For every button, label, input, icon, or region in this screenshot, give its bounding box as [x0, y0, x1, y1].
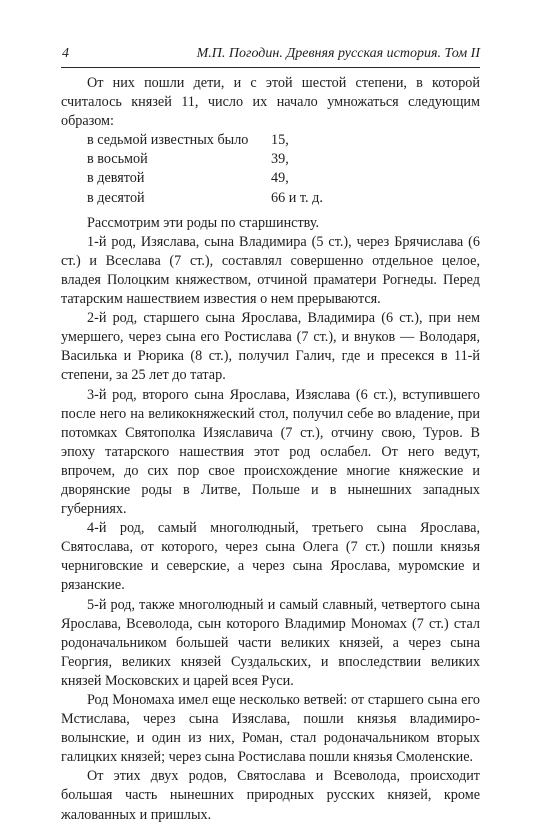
count-value: 15, — [271, 132, 289, 149]
count-row — [87, 150, 480, 169]
count-value: 49, — [271, 170, 289, 187]
paragraph: 3-й род, второго сына Ярослава, Изяслава (6 ст.), вступившего после него на великокняжеский стол, получил себе во владение, при потомках Святополка Изяславича (7 ст.), отчину свою, Туров. В эпоху татарского нашествия этот род ослабел. От него ведут, впрочем, до сих пор свое происхождение многие княжеские и дворянские роды в Литве, Польше и в нынешних западных губерниях. — [61, 386, 480, 518]
page-number: 4 — [62, 46, 69, 61]
count-label: в десятой — [87, 189, 145, 206]
paragraph: Рассмотрим эти роды по старшинству. — [87, 214, 320, 231]
count-row — [87, 169, 480, 188]
intro-paragraph: От них пошли дети, и с этой шестой степени, в которой считалось князей 11, число их начало умножаться следующим образом: — [61, 75, 480, 130]
paragraph: 4-й род, самый многолюдный, третьего сына Ярослава, Святослава, от которого, через сына Олега (7 ст.) пошли князья черниговские и северские, а через сына Ярослава, муромские и рязанские. — [61, 520, 480, 594]
paragraph: От этих двух родов, Святослава и Всеволода, происходит большая часть нынешних природных русских князей, кроме жалованных и пришлых. — [61, 768, 480, 823]
paragraph: 2-й род, старшего сына Ярослава, Владимира (6 ст.), при нем умершего, через сына его Ростислава (7 ст.), и внуков — Володаря, Василька и Рюрика (8 ст.), получил Галич, где и пресекся в 11-й степени, за 25 лет до татар. — [61, 310, 480, 384]
book-page — [61, 46, 480, 825]
count-row — [87, 189, 480, 208]
paragraph: Род Мономаха имел еще несколько ветвей: от старшего сына его Мстислава, через сына Изяслава, пошли князья владимиро-волынские, и один из них, Роман, стал родоначальником вторых галицких князей; через сына Ростислава пошли князья Смоленские. — [61, 692, 480, 766]
prince-count-list — [87, 131, 480, 207]
body-text — [61, 74, 480, 825]
count-row — [87, 131, 480, 150]
running-title: М.П. Погодин. Древняя русская история. Том II — [196, 46, 480, 61]
count-label: в девятой — [87, 170, 145, 187]
count-label: в восьмой — [87, 151, 148, 168]
paragraph: 1-й род, Изяслава, сына Владимира (5 ст.), через Брячислава (6 ст.) и Всеслава (7 ст.), составлял совершенно отдельное целое, владея Полоцким княжеством, отчиной праматери Рогнеды. Перед татарским нашествием известия о нем прерываются. — [61, 233, 480, 308]
header-rule — [61, 67, 480, 68]
count-value: 39, — [271, 151, 289, 168]
running-header — [61, 46, 480, 67]
count-value: 66 и т. д. — [271, 189, 323, 206]
paragraph: 5-й род, также многолюдный и самый славный, четвертого сына Ярослава, Всеволода, сын которого Владимир Мономах (7 ст.) стал родоначальником большей части великих князей, а через сына Георгия, великих князей Суздальских, и впоследствии великих князей Московских и царей всея Руси. — [61, 596, 480, 689]
count-label: в седьмой известных было — [87, 132, 249, 149]
